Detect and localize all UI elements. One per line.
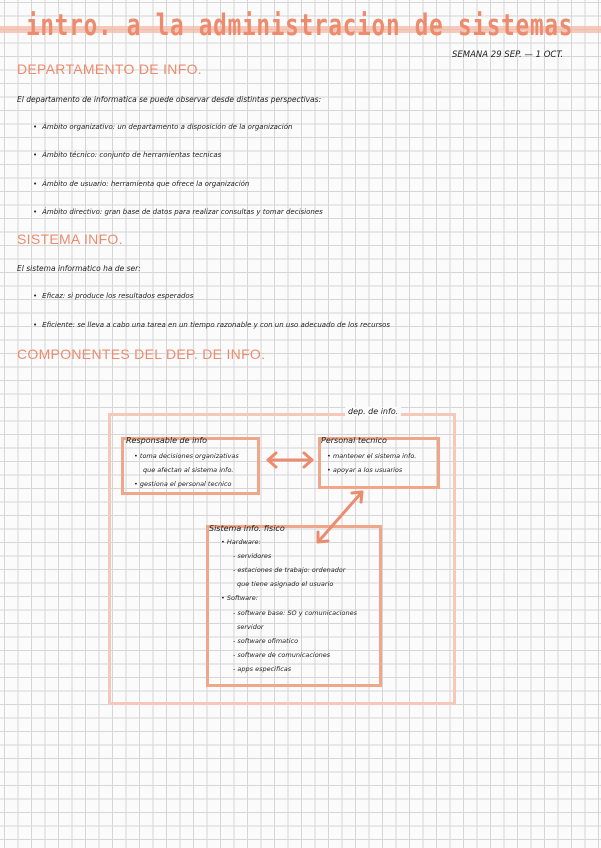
sistema-fisico-line: • Software: (221, 594, 259, 602)
personal-line: • mantener el sistema info. (327, 452, 417, 460)
list-item: • Ámbito organizativo: un departamento a disposición de la organización (33, 123, 292, 131)
list-item: • Ámbito técnico: conjunto de herramientas tecnicas (33, 151, 221, 159)
list-item: • Ámbito de usuario: herramienta que ofrece la organización (33, 180, 249, 188)
personal-title: Personal tecnico (321, 436, 387, 445)
list-item: • Ámbito directivo: gran base de datos para realizar consultas y tomar decisiones (33, 208, 323, 216)
sistema-fisico-line: - servidores (233, 552, 272, 560)
sistema-fisico-line: - apps especificas (233, 665, 292, 673)
double-arrow-horizontal-icon (268, 453, 312, 467)
responsable-line: que afectan al sistema info. (143, 466, 234, 474)
list-item: • Eficiente: se lleva a cabo una tarea en un tiempo razonable y con un uso adecuado de los recursos (33, 321, 390, 329)
sistema-fisico-line: - software ofimatico (233, 637, 299, 645)
responsable-line: • toma decisiones organizativas (134, 452, 239, 460)
diagram-container-label: dep. de info. (345, 407, 401, 416)
personal-line: • apoyar a los usuarios (327, 466, 403, 474)
heading-departamento: DEPARTAMENTO DE INFO. (17, 61, 202, 77)
heading-componentes: COMPONENTES DEL DEP. DE INFO. (17, 346, 266, 362)
departamento-intro: El departamento de informatica se puede observar desde distintas perspectivas: (17, 95, 322, 104)
date-label: SEMANA 29 SEP. — 1 OCT. (452, 50, 564, 60)
heading-sistema: SISTEMA INFO. (17, 231, 123, 247)
responsable-line: • gestiona el personal tecnico (134, 480, 232, 488)
sistema-intro: El sistema informatico ha de ser: (17, 264, 141, 273)
sistema-fisico-line: - software de comunicaciones (233, 651, 331, 659)
sistema-fisico-line: - software base: SO y comunicaciones (233, 609, 357, 617)
sistema-fisico-line: • Hardware: (221, 538, 261, 546)
sistema-fisico-title: Sistema info. fisico (209, 524, 285, 533)
page-title: intro. a la administracion de sistemas (26, 8, 574, 42)
double-arrow-diagonal-icon (318, 492, 362, 542)
responsable-title: Responsable de info (126, 436, 208, 445)
list-item: • Eficaz: si produce los resultados esperados (33, 292, 193, 300)
sistema-fisico-line: servidor (237, 623, 264, 631)
sistema-fisico-line: que tiene asignado el usuario (237, 580, 334, 588)
sistema-fisico-line: - estaciones de trabajo: ordenador (233, 566, 346, 574)
